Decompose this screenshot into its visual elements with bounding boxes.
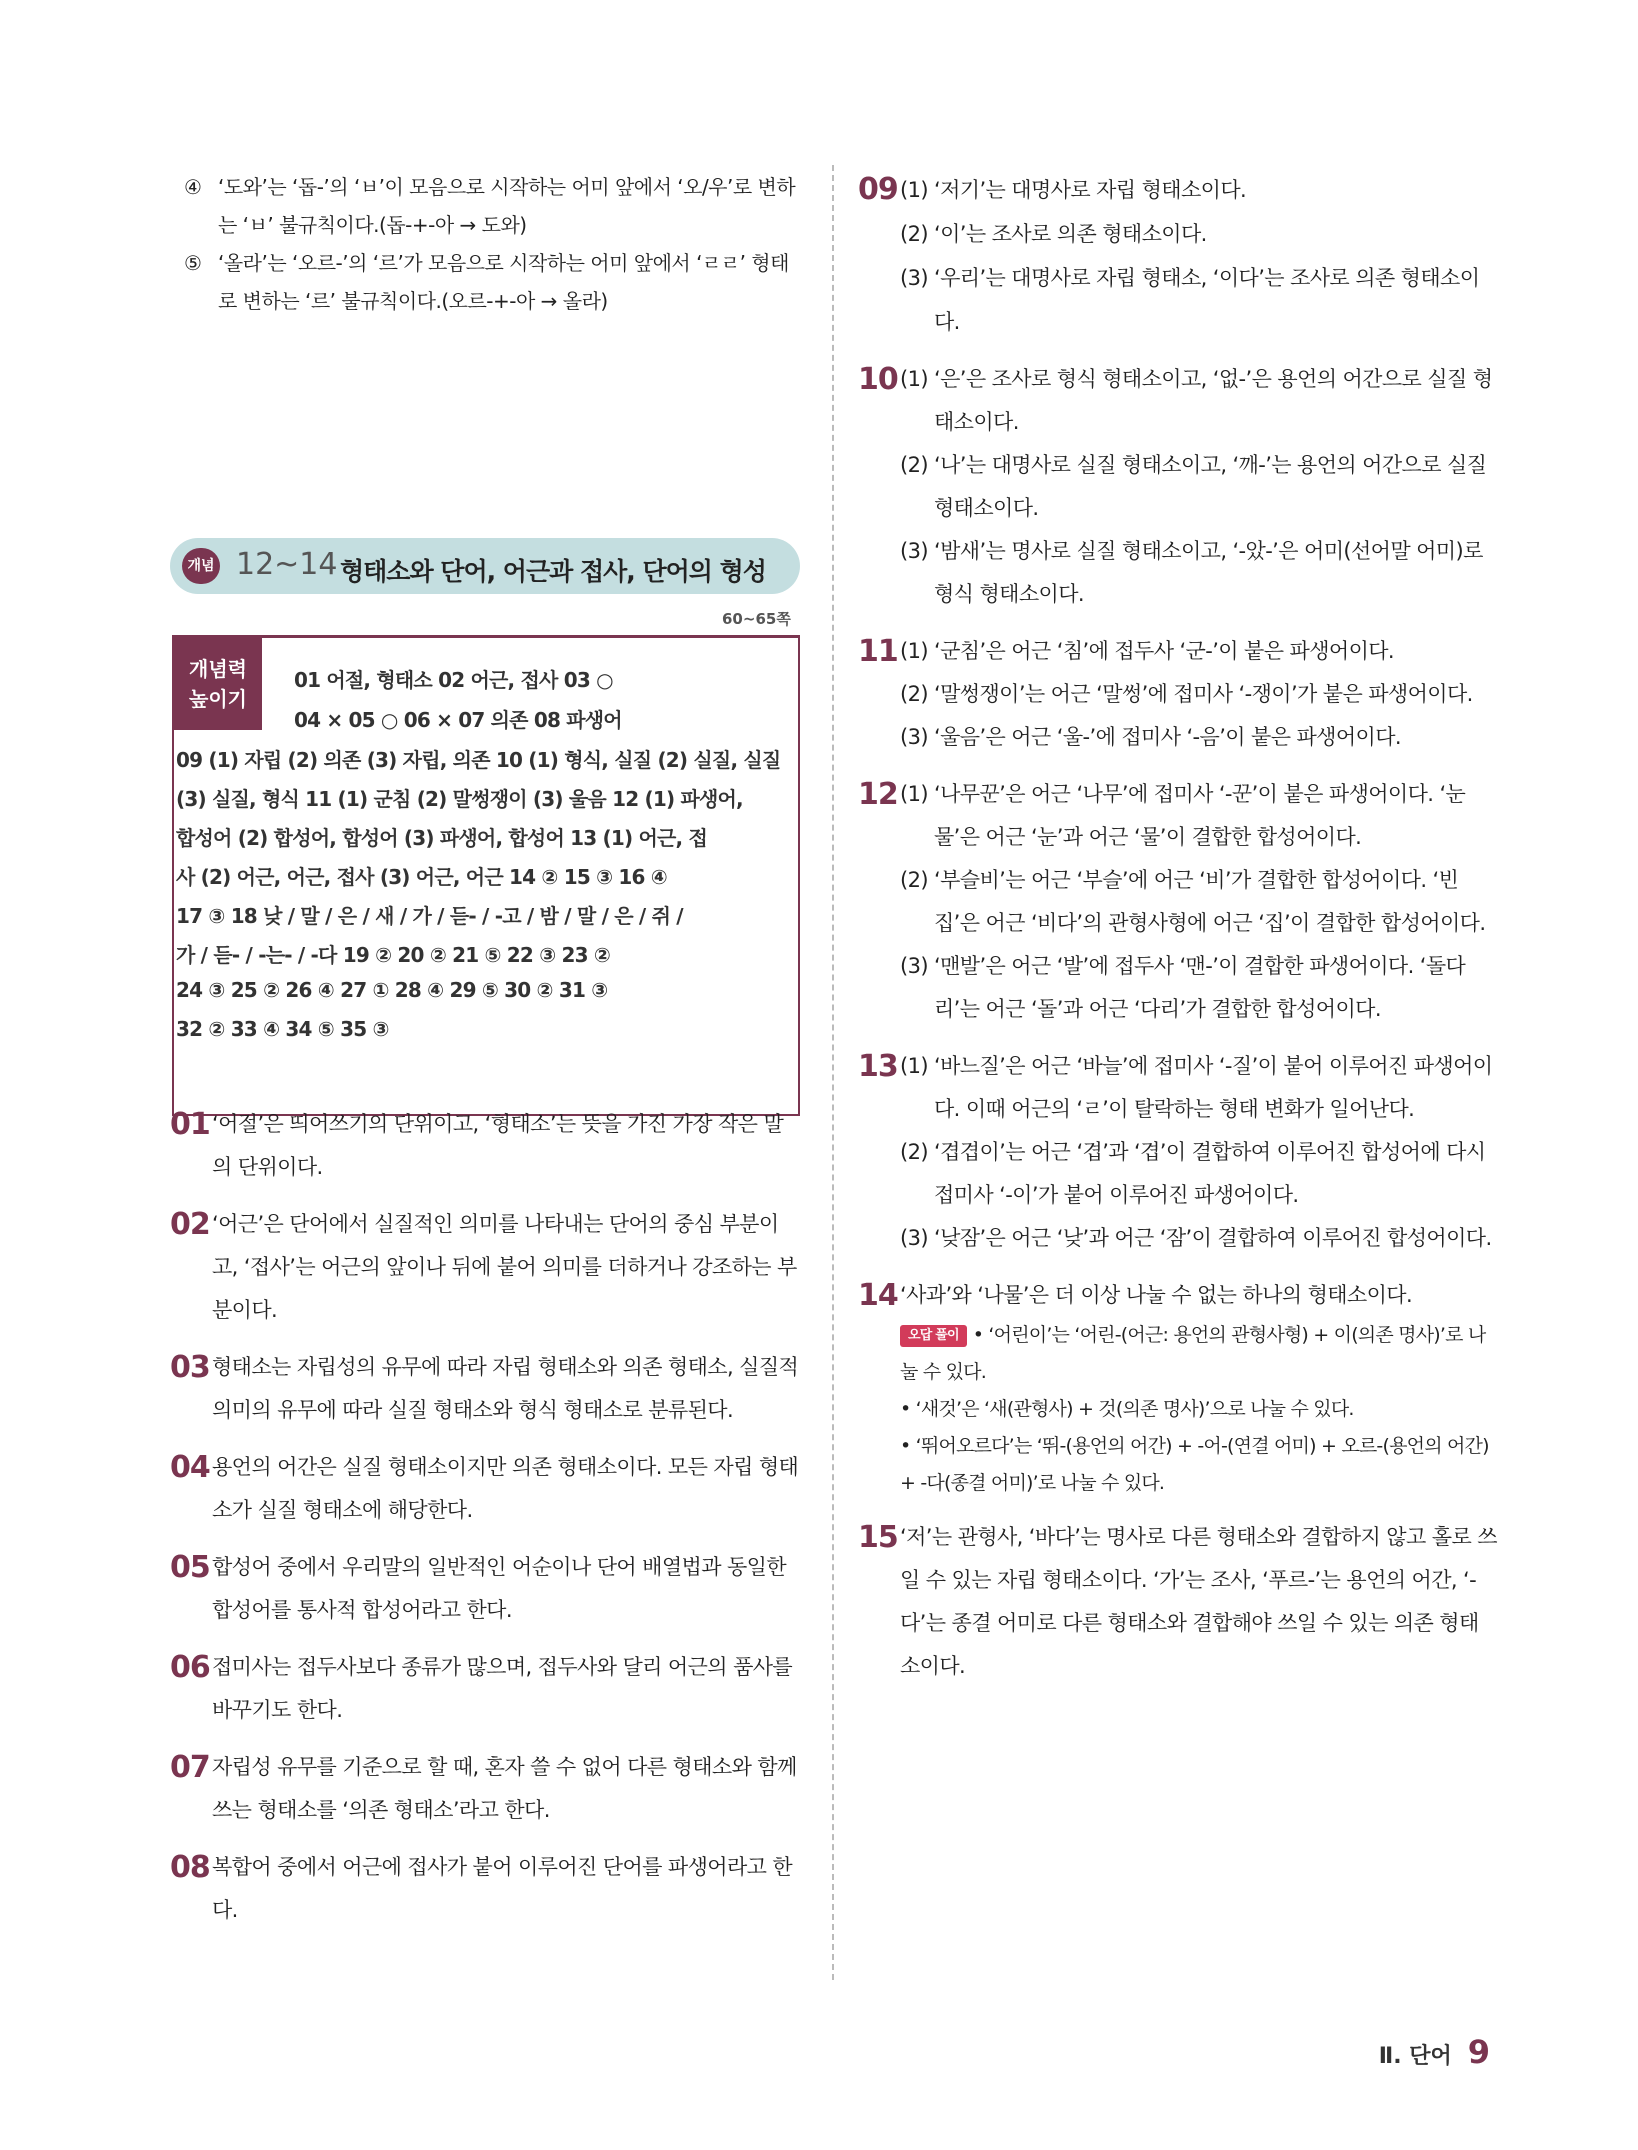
answer-line: 32 ② 33 ④ 34 ⑤ 35 ③ <box>176 1017 389 1041</box>
question-15: 15 ‘저’는 관형사, ‘바다’는 명사로 다른 형태소와 결합하지 않고 홀로 쓰일 수 있는 자립 형태소이다. ‘가’는 조사, ‘푸르-’는 용언의 어간, ‘-다’는 종결 어미로 다른 형태소와 결합해야 쓰일 수 있는 의존 형태소이다. <box>858 1516 1498 1688</box>
sub-answer: (1) ‘저기’는 대명사로 자립 형태소이다. <box>900 178 1247 202</box>
main-answer: ‘저’는 관형사, ‘바다’는 명사로 다른 형태소와 결합하지 않고 홀로 쓰일 수 있는 자립 형태소이다. ‘가’는 조사, ‘푸르-’는 용언의 어간, ‘-다’는 종결 어미로 다른 형태소와 결합해야 쓰일 수 있는 의존 형태소이다. <box>900 1525 1497 1678</box>
sub-answer: (3) ‘밤새’는 명사로 실질 형태소이고, ‘-았-’은 어미(선어말 어미)로 형식 형태소이다. <box>900 539 1483 606</box>
sub-answer: (3) ‘울음’은 어근 ‘울-’에 접미사 ‘-음’이 붙은 파생어이다. <box>900 725 1401 749</box>
top-item-4: ④ ‘도와’는 ‘돕-’의 ‘ㅂ’이 모음으로 시작하는 어미 앞에서 ‘오/우’로 변하는 ‘ㅂ’ 불규칙이다.(돕-+-아 → 도와) <box>184 175 796 237</box>
wrong-answer-note: • ‘새것’은 ‘새(관형사) + 것(의존 명사)’으로 나눌 수 있다. <box>900 1398 1354 1420</box>
answer-line: 합성어 (2) 합성어, 합성어 (3) 파생어, 합성어 13 (1) 어근, 접 <box>176 826 708 850</box>
answer-line: (3) 실질, 형식 11 (1) 군침 (2) 말썽쟁이 (3) 울음 12 (1) 파생어, <box>176 787 743 811</box>
left-questions <box>170 1103 800 1946</box>
answer-box <box>172 635 800 1116</box>
question-05: 05 합성어 중에서 우리말의 일반적인 어순이나 단어 배열법과 동일한 합성어를 통사적 합성어라고 한다. <box>170 1550 787 1622</box>
question-01: 01 ‘어절’은 띄어쓰기의 단위이고, ‘형태소’는 뜻을 가진 가장 작은 말의 단위이다. <box>170 1107 784 1179</box>
section-range: 12~14 <box>236 547 338 582</box>
right-questions <box>858 168 1498 1702</box>
concept-pill: 개념 <box>182 548 220 584</box>
question-12: 12 (1) ‘나무꾼’은 어근 ‘나무’에 접미사 ‘-꾼’이 붙은 파생어이다. ‘눈물’은 어근 ‘눈’과 어근 ‘물’이 결합한 합성어이다. (2) ‘부슬비’는 어근 ‘부슬’에 어근 ‘비’가 결합한 합성어이다. ‘빈집’은 어근 ‘비다’의 관형사형에 어근 ‘집’이 결합한 합성어이다. (3) ‘맨발’은 어근 ‘발’에 접두사 ‘맨-’이 결합한 파생어이다. ‘돌다리’는 어근 ‘돌’과 어근 ‘다리’가 결합한 합성어이다. <box>858 773 1498 1031</box>
question-03: 03 형태소는 자립성의 유무에 따라 자립 형태소와 의존 형태소, 실질적 의미의 유무에 따라 실질 형태소와 형식 형태소로 분류된다. <box>170 1350 799 1422</box>
page-number: 9 <box>1467 2033 1490 2071</box>
sub-answer: (1) ‘군침’은 어근 ‘침’에 접두사 ‘군-’이 붙은 파생어이다. <box>900 639 1395 663</box>
wrong-answer-note: • ‘뛰어오르다’는 ‘뛰-(용언의 어간) + -어-(연결 어미) + 오르-(용언의 어간) + -다(종결 어미)’로 나눌 수 있다. <box>900 1435 1489 1494</box>
question-13: 13 (1) ‘바느질’은 어근 ‘바늘’에 접미사 ‘-질’이 붙어 이루어진 파생어이다. 이때 어근의 ‘ㄹ’이 탈락하는 형태 변화가 일어난다. (2) ‘겹겹이’는 어근 ‘겹’과 ‘겹’이 결합하여 이루어진 합성어에 다시 접미사 ‘-이’가 붙어 이루어진 파생어이다. (3) ‘낮잠’은 어근 ‘낮’과 어근 ‘잠’이 결합하여 이루어진 합성어이다. <box>858 1045 1498 1260</box>
top-item-5: ⑤ ‘올라’는 ‘오르-’의 ‘르’가 모음으로 시작하는 어미 앞에서 ‘ㄹㄹ’ 형태로 변하는 ‘르’ 불규칙이다.(오르-+-아 → 올라) <box>184 251 789 313</box>
question-11: 11 (1) ‘군침’은 어근 ‘침’에 접두사 ‘군-’이 붙은 파생어이다. (2) ‘말썽쟁이’는 어근 ‘말썽’에 접미사 ‘-쟁이’가 붙은 파생어이다. (3) ‘울음’은 어근 ‘울-’에 접미사 ‘-음’이 붙은 파생어이다. <box>858 630 1498 759</box>
sub-answer: (2) ‘부슬비’는 어근 ‘부슬’에 어근 ‘비’가 결합한 합성어이다. ‘빈집’은 어근 ‘비다’의 관형사형에 어근 ‘집’이 결합한 합성어이다. <box>900 868 1486 935</box>
sub-answer: (3) ‘낮잠’은 어근 ‘낮’과 어근 ‘잠’이 결합하여 이루어진 합성어이다. <box>900 1226 1492 1250</box>
wrong-answer-badge: 오답 풀이 <box>900 1325 967 1347</box>
sub-answer: (1) ‘은’은 조사로 형식 형태소이고, ‘없-’은 용언의 어간으로 실질 형태소이다. <box>900 367 1493 434</box>
sub-answer: (2) ‘겹겹이’는 어근 ‘겹’과 ‘겹’이 결합하여 이루어진 합성어에 다시 접미사 ‘-이’가 붙어 이루어진 파생어이다. <box>900 1140 1486 1207</box>
answer-line: 04 × 05 ○ 06 × 07 의존 08 파생어 <box>294 708 622 732</box>
question-10: 10 (1) ‘은’은 조사로 형식 형태소이고, ‘없-’은 용언의 어간으로 실질 형태소이다. (2) ‘나’는 대명사로 실질 형태소이고, ‘깨-’는 용언의 어간으로 실질 형태소이다. (3) ‘밤새’는 명사로 실질 형태소이고, ‘-았-’은 어미(선어말 어미)로 형식 형태소이다. <box>858 358 1498 616</box>
sub-answer: (1) ‘나무꾼’은 어근 ‘나무’에 접미사 ‘-꾼’이 붙은 파생어이다. ‘눈물’은 어근 ‘눈’과 어근 ‘물’이 결합한 합성어이다. <box>900 782 1466 849</box>
answer-line: 17 ③ 18 낮 / 말 / 은 / 새 / 가 / 듣- / -고 / 밤 / 말 / 은 / 쥐 / <box>176 904 683 928</box>
question-04: 04 용언의 어간은 실질 형태소이지만 의존 형태소이다. 모든 자립 형태소가 실질 형태소에 해당한다. <box>170 1450 799 1522</box>
question-06: 06 접미사는 접두사보다 종류가 많으며, 접두사와 달리 어근의 품사를 바꾸기도 한다. <box>170 1650 793 1722</box>
question-02: 02 ‘어근’은 단어에서 실질적인 의미를 나타내는 단어의 중심 부분이고, ‘접사’는 어근의 앞이나 뒤에 붙어 의미를 더하거나 강조하는 부분이다. <box>170 1207 797 1322</box>
question-09: 09 (1) ‘저기’는 대명사로 자립 형태소이다. (2) ‘이’는 조사로 의존 형태소이다. (3) ‘우리’는 대명사로 자립 형태소, ‘이다’는 조사로 의존 형태소이다. <box>858 168 1498 344</box>
chapter-label: Ⅱ. 단어 <box>1378 2044 1452 2069</box>
answer-line: 가 / 듣- / -는- / -다 19 ② 20 ② 21 ⑤ 22 ③ 23 ② <box>176 943 611 967</box>
page-reference: 60~65쪽 <box>722 610 791 628</box>
sub-answer: (2) ‘말썽쟁이’는 어근 ‘말썽’에 접미사 ‘-쟁이’가 붙은 파생어이다. <box>900 682 1473 706</box>
sub-answer: (3) ‘맨발’은 어근 ‘발’에 접두사 ‘맨-’이 결합한 파생어이다. ‘돌다리’는 어근 ‘돌’과 어근 ‘다리’가 결합한 합성어이다. <box>900 954 1466 1021</box>
sub-answer: (2) ‘나’는 대명사로 실질 형태소이고, ‘깨-’는 용언의 어간으로 실질 형태소이다. <box>900 453 1487 520</box>
wrong-answer-note: 오답 풀이 • ‘어린이’는 ‘어린-(어근: 용언의 관형사형) + 이(의존 명사)’로 나눌 수 있다. <box>900 1324 1486 1383</box>
question-14: 14 ‘사과’와 ‘나물’은 더 이상 나눌 수 없는 하나의 형태소이다. 오답 풀이 • ‘어린이’는 ‘어린-(어근: 용언의 관형사형) + 이(의존 명사)’로 나눌 수 있다. • ‘새것’은 ‘새(관형사) + 것(의존 명사)’으로 나눌 수 있다. • ‘뛰어오르다’는 ‘뛰-(용언의 어간) + -어-(연결 어미) + 오르-(용언의 어간) + -다(종결 어미)’로 나눌 수 있다. <box>858 1274 1498 1502</box>
answer-line: 사 (2) 어근, 어근, 접사 (3) 어근, 어근 14 ② 15 ③ 16 ④ <box>176 865 667 889</box>
answer-line: 24 ③ 25 ② 26 ④ 27 ① 28 ④ 29 ⑤ 30 ② 31 ③ <box>176 978 608 1002</box>
main-answer: ‘사과’와 ‘나물’은 더 이상 나눌 수 없는 하나의 형태소이다. <box>900 1283 1413 1307</box>
left-column <box>170 168 800 320</box>
question-07: 07 자립성 유무를 기준으로 할 때, 혼자 쓸 수 없어 다른 형태소와 함께 쓰는 형태소를 ‘의존 형태소’라고 한다. <box>170 1750 797 1822</box>
section-banner <box>170 538 800 594</box>
page-footer <box>1379 2033 1490 2071</box>
sub-answer: (3) ‘우리’는 대명사로 자립 형태소, ‘이다’는 조사로 의존 형태소이다. <box>900 266 1480 334</box>
answer-box-tag: 개념력 높이기 <box>174 638 262 730</box>
question-08: 08 복합어 중에서 어근에 접사가 붙어 이루어진 단어를 파생어라고 한다. <box>170 1850 793 1922</box>
sub-answer: (1) ‘바느질’은 어근 ‘바늘’에 접미사 ‘-질’이 붙어 이루어진 파생어이다. 이때 어근의 ‘ㄹ’이 탈락하는 형태 변화가 일어난다. <box>900 1054 1493 1121</box>
section-title: 형태소와 단어, 어근과 접사, 단어의 형성 <box>340 557 766 586</box>
column-divider <box>832 165 834 1980</box>
sub-answer: (2) ‘이’는 조사로 의존 형태소이다. <box>900 222 1207 246</box>
answer-line: 09 (1) 자립 (2) 의존 (3) 자립, 의존 10 (1) 형식, 실질 (2) 실질, 실질 <box>176 748 781 772</box>
answer-line: 01 어절, 형태소 02 어근, 접사 03 ○ <box>294 668 613 692</box>
